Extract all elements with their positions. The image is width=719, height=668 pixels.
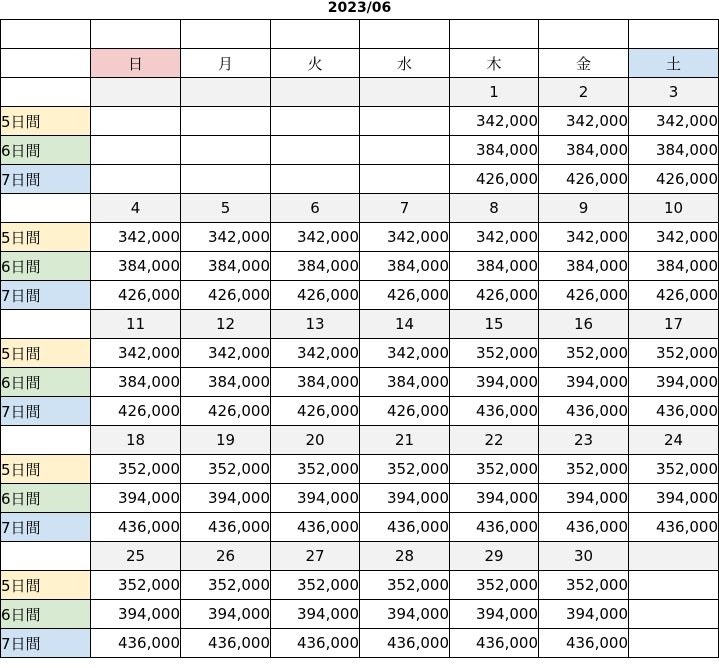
date-cell: 5	[181, 194, 271, 223]
price-cell	[91, 165, 181, 194]
price-cell: 342,000	[539, 107, 629, 136]
price-cell: 384,000	[91, 252, 181, 281]
price-cell: 352,000	[539, 571, 629, 600]
date-cell: 16	[539, 310, 629, 339]
price-cell: 426,000	[539, 165, 629, 194]
weekday-header: 水	[360, 49, 450, 78]
empty-cell	[539, 20, 629, 49]
date-cell: 29	[450, 542, 539, 571]
price-cell: 384,000	[181, 368, 271, 397]
date-cell: 8	[450, 194, 539, 223]
date-cell: 9	[539, 194, 629, 223]
date-cell: 15	[450, 310, 539, 339]
price-cell: 436,000	[629, 513, 719, 542]
price-cell	[360, 136, 450, 165]
rate-row	[1, 165, 719, 194]
date-cell	[629, 542, 719, 571]
weekday-header: 土	[629, 49, 719, 78]
price-cell: 384,000	[629, 136, 719, 165]
plan-label: 6日間	[1, 252, 91, 281]
price-cell: 426,000	[629, 165, 719, 194]
price-cell: 352,000	[91, 455, 181, 484]
blank-row	[1, 20, 719, 49]
empty-cell	[1, 542, 91, 571]
plan-label: 6日間	[1, 600, 91, 629]
price-cell: 426,000	[360, 281, 450, 310]
price-cell: 384,000	[539, 136, 629, 165]
date-cell: 12	[181, 310, 271, 339]
empty-cell	[271, 20, 360, 49]
price-cell: 436,000	[539, 397, 629, 426]
price-cell: 394,000	[539, 484, 629, 513]
date-cell: 28	[360, 542, 450, 571]
price-cell: 436,000	[91, 629, 181, 658]
price-cell	[629, 629, 719, 658]
plan-label: 6日間	[1, 368, 91, 397]
plan-label: 7日間	[1, 397, 91, 426]
price-cell: 352,000	[450, 455, 539, 484]
price-cell: 384,000	[450, 252, 539, 281]
date-row	[1, 542, 719, 571]
empty-cell	[629, 20, 719, 49]
price-cell: 352,000	[271, 571, 360, 600]
price-cell: 342,000	[271, 339, 360, 368]
price-cell: 352,000	[271, 455, 360, 484]
plan-label: 7日間	[1, 513, 91, 542]
price-cell: 394,000	[181, 484, 271, 513]
price-cell: 394,000	[450, 368, 539, 397]
rate-row	[1, 455, 719, 484]
price-cell: 384,000	[271, 252, 360, 281]
price-cell: 394,000	[271, 600, 360, 629]
price-cell: 394,000	[450, 600, 539, 629]
plan-label: 6日間	[1, 136, 91, 165]
date-cell: 2	[539, 78, 629, 107]
price-cell	[181, 107, 271, 136]
price-cell: 394,000	[450, 484, 539, 513]
price-cell: 436,000	[539, 513, 629, 542]
price-cell: 352,000	[181, 455, 271, 484]
price-cell: 342,000	[360, 223, 450, 252]
rate-row	[1, 281, 719, 310]
plan-label: 5日間	[1, 455, 91, 484]
price-cell: 352,000	[450, 571, 539, 600]
price-cell: 426,000	[91, 397, 181, 426]
date-row	[1, 194, 719, 223]
plan-label: 5日間	[1, 107, 91, 136]
plan-label: 5日間	[1, 223, 91, 252]
price-cell: 352,000	[539, 455, 629, 484]
price-cell: 426,000	[450, 281, 539, 310]
date-cell: 20	[271, 426, 360, 455]
price-cell: 342,000	[629, 223, 719, 252]
price-cell: 426,000	[539, 281, 629, 310]
price-cell: 352,000	[360, 571, 450, 600]
rate-row	[1, 136, 719, 165]
price-cell: 436,000	[360, 513, 450, 542]
price-cell	[181, 165, 271, 194]
price-cell: 352,000	[629, 455, 719, 484]
date-cell: 17	[629, 310, 719, 339]
price-cell: 394,000	[271, 484, 360, 513]
price-cell: 394,000	[629, 484, 719, 513]
rate-row	[1, 629, 719, 658]
date-cell: 7	[360, 194, 450, 223]
rate-row	[1, 252, 719, 281]
weekday-header: 金	[539, 49, 629, 78]
price-cell: 342,000	[91, 339, 181, 368]
date-cell: 25	[91, 542, 181, 571]
price-cell: 384,000	[450, 136, 539, 165]
price-cell	[360, 107, 450, 136]
price-cell: 436,000	[360, 629, 450, 658]
price-cell: 352,000	[450, 339, 539, 368]
rate-row	[1, 107, 719, 136]
date-cell: 26	[181, 542, 271, 571]
price-cell: 342,000	[450, 223, 539, 252]
price-cell: 352,000	[181, 571, 271, 600]
price-cell: 342,000	[181, 339, 271, 368]
weekday-header: 日	[91, 49, 181, 78]
date-cell: 18	[91, 426, 181, 455]
price-cell: 394,000	[360, 484, 450, 513]
date-cell: 13	[271, 310, 360, 339]
price-cell	[271, 165, 360, 194]
rate-row	[1, 571, 719, 600]
empty-cell	[450, 20, 539, 49]
price-cell: 384,000	[181, 252, 271, 281]
weekday-header: 月	[181, 49, 271, 78]
price-cell	[91, 136, 181, 165]
price-cell	[629, 600, 719, 629]
empty-cell	[91, 20, 181, 49]
price-cell: 342,000	[91, 223, 181, 252]
price-cell: 394,000	[629, 368, 719, 397]
plan-label: 5日間	[1, 571, 91, 600]
price-cell	[360, 165, 450, 194]
price-cell: 342,000	[450, 107, 539, 136]
price-cell: 342,000	[181, 223, 271, 252]
rate-row	[1, 600, 719, 629]
price-cell: 342,000	[360, 339, 450, 368]
price-cell: 426,000	[271, 397, 360, 426]
date-row	[1, 426, 719, 455]
rate-row	[1, 397, 719, 426]
rate-row	[1, 368, 719, 397]
price-cell: 436,000	[181, 629, 271, 658]
empty-cell	[181, 20, 271, 49]
price-cell: 342,000	[271, 223, 360, 252]
price-cell: 436,000	[450, 397, 539, 426]
price-cell: 394,000	[181, 600, 271, 629]
price-cell	[181, 136, 271, 165]
empty-cell	[360, 20, 450, 49]
price-cell: 384,000	[360, 252, 450, 281]
plan-label: 7日間	[1, 629, 91, 658]
price-cell: 394,000	[539, 600, 629, 629]
date-cell: 1	[450, 78, 539, 107]
price-cell	[629, 571, 719, 600]
empty-cell	[1, 78, 91, 107]
calendar-title: 2023/06	[327, 0, 392, 16]
date-row	[1, 310, 719, 339]
empty-cell	[1, 194, 91, 223]
price-cell: 426,000	[629, 281, 719, 310]
date-cell	[181, 78, 271, 107]
price-cell: 394,000	[91, 484, 181, 513]
date-cell: 22	[450, 426, 539, 455]
price-cell: 436,000	[271, 513, 360, 542]
price-cell: 384,000	[360, 368, 450, 397]
rate-row	[1, 223, 719, 252]
rate-row	[1, 339, 719, 368]
weekday-header-row	[1, 49, 719, 78]
price-cell: 426,000	[181, 397, 271, 426]
date-row	[1, 78, 719, 107]
date-cell: 21	[360, 426, 450, 455]
price-cell: 352,000	[360, 455, 450, 484]
date-cell: 14	[360, 310, 450, 339]
date-cell: 10	[629, 194, 719, 223]
date-cell: 27	[271, 542, 360, 571]
price-cell: 342,000	[629, 107, 719, 136]
plan-label: 5日間	[1, 339, 91, 368]
weekday-header: 火	[271, 49, 360, 78]
rate-row	[1, 513, 719, 542]
date-cell	[271, 78, 360, 107]
price-cell	[271, 107, 360, 136]
weekday-header: 木	[450, 49, 539, 78]
empty-cell	[1, 20, 91, 49]
price-cell: 384,000	[539, 252, 629, 281]
price-cell: 384,000	[271, 368, 360, 397]
price-cell: 436,000	[629, 397, 719, 426]
price-cell: 436,000	[539, 629, 629, 658]
price-cell: 384,000	[91, 368, 181, 397]
empty-cell	[1, 310, 91, 339]
rate-row	[1, 484, 719, 513]
date-cell: 24	[629, 426, 719, 455]
price-cell: 436,000	[91, 513, 181, 542]
price-cell: 352,000	[91, 571, 181, 600]
date-cell: 23	[539, 426, 629, 455]
price-cell: 436,000	[450, 629, 539, 658]
plan-label: 7日間	[1, 165, 91, 194]
date-cell: 19	[181, 426, 271, 455]
price-cell: 394,000	[360, 600, 450, 629]
price-cell: 426,000	[91, 281, 181, 310]
price-cell: 352,000	[629, 339, 719, 368]
date-cell: 3	[629, 78, 719, 107]
price-cell: 426,000	[450, 165, 539, 194]
price-cell: 352,000	[539, 339, 629, 368]
price-cell: 426,000	[360, 397, 450, 426]
price-cell: 426,000	[271, 281, 360, 310]
price-cell: 342,000	[539, 223, 629, 252]
date-cell: 30	[539, 542, 629, 571]
price-cell: 394,000	[91, 600, 181, 629]
price-cell: 436,000	[181, 513, 271, 542]
price-cell	[271, 136, 360, 165]
price-cell: 436,000	[450, 513, 539, 542]
price-cell: 426,000	[181, 281, 271, 310]
date-cell: 6	[271, 194, 360, 223]
date-cell	[91, 78, 181, 107]
plan-label: 6日間	[1, 484, 91, 513]
plan-label: 7日間	[1, 281, 91, 310]
date-cell: 11	[91, 310, 181, 339]
empty-cell	[1, 426, 91, 455]
price-cell	[91, 107, 181, 136]
date-cell	[360, 78, 450, 107]
price-calendar-table	[0, 19, 719, 658]
price-cell: 384,000	[629, 252, 719, 281]
empty-cell	[1, 49, 91, 78]
date-cell: 4	[91, 194, 181, 223]
price-cell: 394,000	[539, 368, 629, 397]
price-cell: 436,000	[271, 629, 360, 658]
